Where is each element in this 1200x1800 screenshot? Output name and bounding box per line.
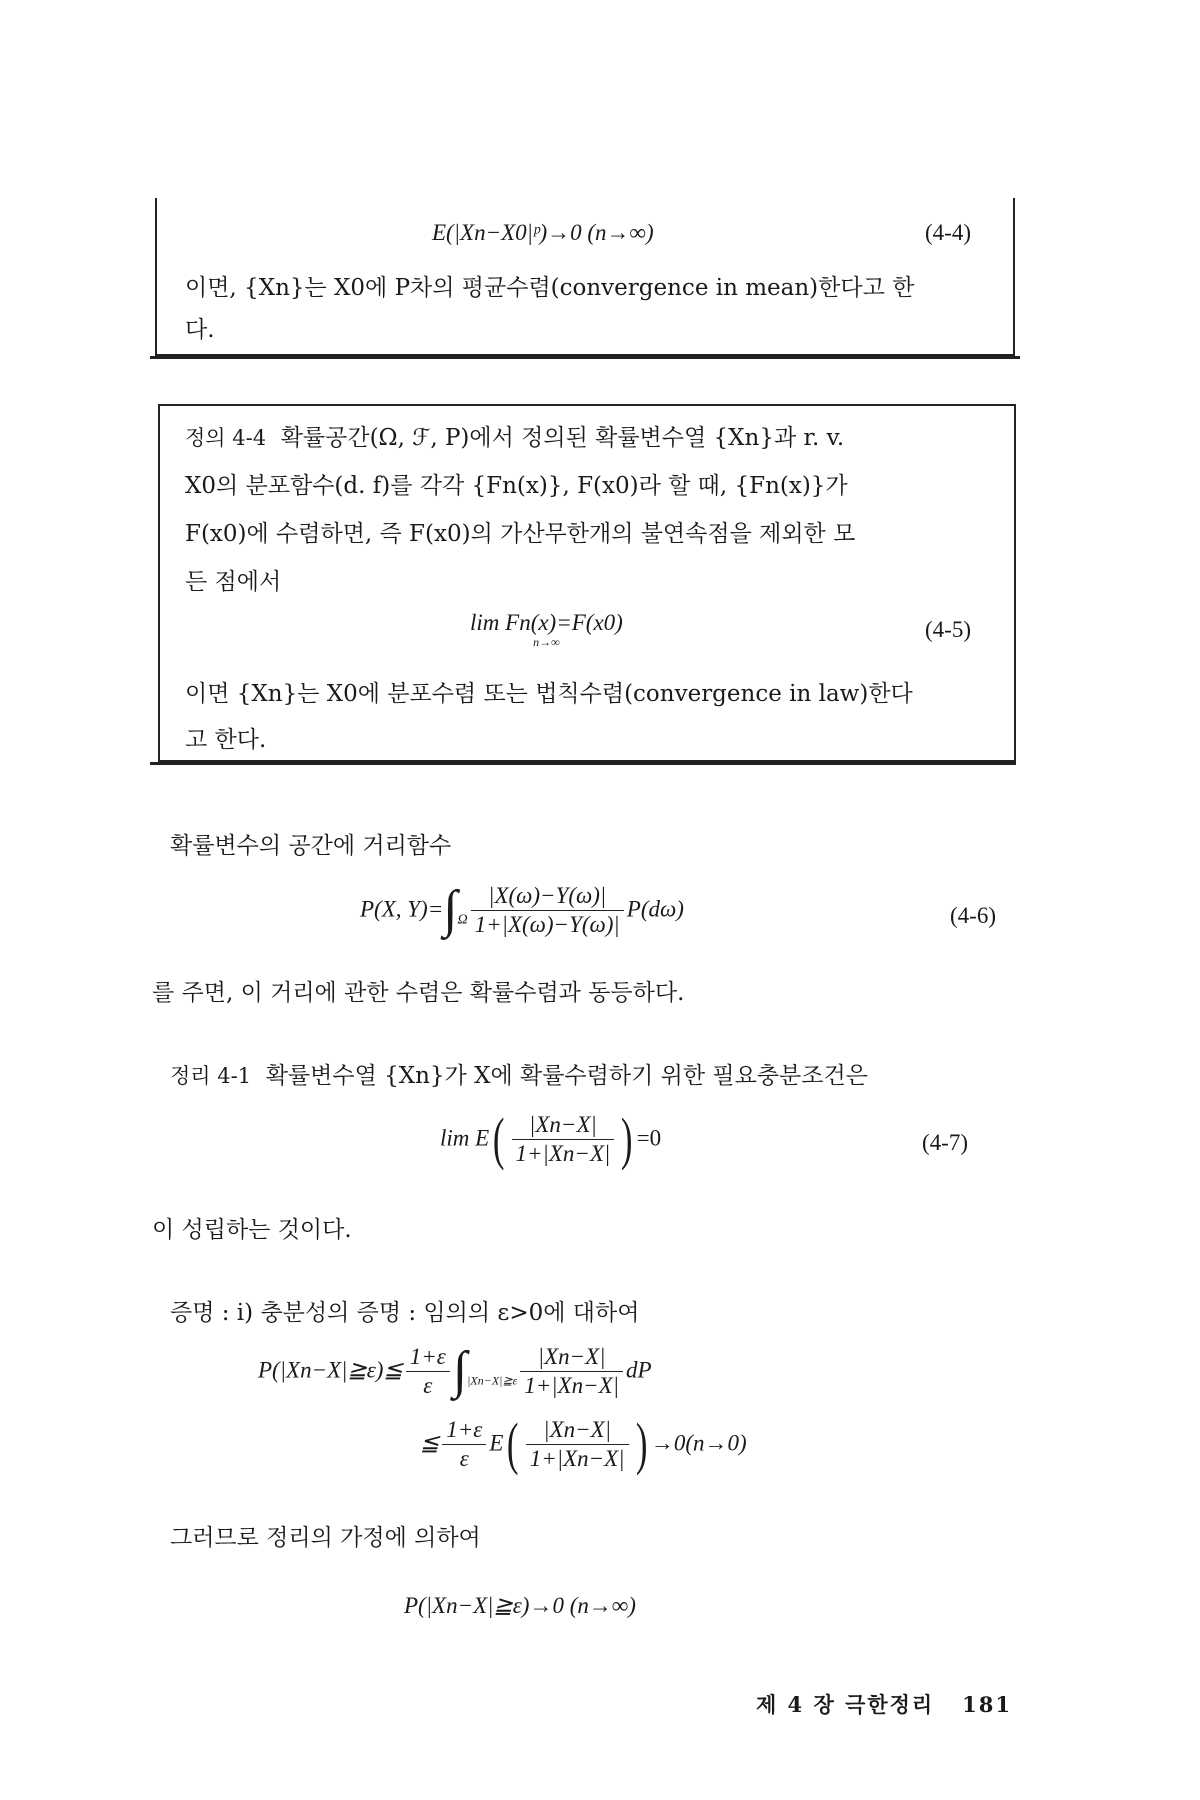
proof-start: 증명 : i) 충분성의 증명 : 임의의 ε>0에 대하여 bbox=[170, 1300, 640, 1326]
fraction bbox=[512, 1111, 615, 1167]
equation-4-4: E(|Xn−X0|ᵖ)→0 (n→∞) bbox=[432, 220, 654, 245]
theorem-label: 정리 4-1 bbox=[170, 1064, 252, 1088]
fraction bbox=[471, 882, 624, 938]
inequality-lhs: P(|Xn−X|≧ε)≦ bbox=[258, 1357, 403, 1383]
limit-subscript: n→∞ bbox=[533, 635, 560, 650]
equation-4-5 bbox=[470, 610, 623, 648]
right-paren: ) bbox=[621, 1106, 633, 1171]
box-rule bbox=[150, 356, 1020, 359]
definition-4-4-line-1 bbox=[185, 420, 844, 457]
fraction-numerator: |Xn−X| bbox=[512, 1111, 615, 1140]
integral-sign: ∫ bbox=[443, 881, 458, 939]
page-number: 181 bbox=[962, 1692, 1012, 1717]
box-rule bbox=[150, 762, 1016, 765]
equation-4-7-lhs: lim E bbox=[440, 1125, 490, 1151]
theorem-text: 확률변수열 {Xn}가 X에 확률수렴하기 위한 필요충분조건은 bbox=[265, 1063, 868, 1089]
equation-number-4-6: (4-6) bbox=[950, 903, 996, 928]
fraction-denominator: ε bbox=[423, 1372, 433, 1398]
equation-number-4-5: (4-5) bbox=[925, 617, 971, 642]
fraction bbox=[526, 1416, 629, 1472]
equation-4-6-lhs: P(X, Y)= bbox=[360, 896, 444, 922]
definition-4-4-line-5: 이면 {Xn}는 X0에 분포수렴 또는 법칙수렴(convergence in law)한다 bbox=[185, 681, 913, 707]
definition-text: 확률공간(Ω, ℱ, P)에서 정의된 확률변수열 {Xn}과 r. v. bbox=[280, 425, 845, 451]
chapter-title: 제 4 장 극한정리 bbox=[755, 1692, 935, 1717]
intro-text: 확률변수의 공간에 거리함수 bbox=[170, 833, 452, 859]
definition-4-4-line-6: 고 한다. bbox=[185, 727, 267, 753]
after-4-6-text: 를 주면, 이 거리에 관한 수렴은 확률수렴과 동등하다. bbox=[152, 980, 685, 1006]
fraction-numerator: 1+ε bbox=[406, 1343, 450, 1372]
definition-4-4-line-3: F(x0)에 수렴하면, 즉 F(x0)의 가산무한개의 불연속점을 제외한 모 bbox=[185, 521, 856, 547]
definition-4-4-line-4: 든 점에서 bbox=[185, 569, 282, 595]
fraction-denominator: ε bbox=[459, 1445, 469, 1471]
inequality-line-2 bbox=[420, 1411, 747, 1476]
page-footer bbox=[756, 1688, 1012, 1722]
left-paren: ( bbox=[493, 1106, 505, 1171]
fraction-numerator: |Xn−X| bbox=[526, 1416, 629, 1445]
fraction-numerator: 1+ε bbox=[442, 1416, 486, 1445]
fraction-denominator: 1+|Xn−X| bbox=[529, 1445, 625, 1471]
equation-4-7-rhs: =0 bbox=[636, 1125, 662, 1151]
equation-4-5-text: lim Fn(x)=F(x0) bbox=[470, 610, 623, 636]
fraction bbox=[520, 1343, 623, 1399]
fraction-numerator: |Xn−X| bbox=[520, 1343, 623, 1372]
definition-label: 정의 4-4 bbox=[185, 426, 267, 450]
fraction-numerator: |X(ω)−Y(ω)| bbox=[471, 882, 624, 911]
equation-number-4-7: (4-7) bbox=[922, 1130, 968, 1155]
coefficient-fraction bbox=[442, 1416, 486, 1472]
coefficient-fraction bbox=[406, 1343, 450, 1399]
integral-sign: ∫ bbox=[452, 1342, 468, 1400]
theorem-4-1-line bbox=[170, 1058, 868, 1095]
inequality-lhs: ≦ bbox=[420, 1430, 440, 1456]
final-equation: P(|Xn−X|≧ε)→0 (n→∞) bbox=[404, 1593, 636, 1618]
equation-4-6-tail: P(dω) bbox=[626, 896, 684, 922]
box1-text-line-1: 이면, {Xn}는 X0에 P차의 평균수렴(convergence in mean)한다고 한 bbox=[185, 275, 915, 301]
equation-number-4-4: (4-4) bbox=[925, 220, 971, 245]
limit-operator bbox=[470, 611, 623, 648]
equation-4-7 bbox=[440, 1106, 662, 1171]
expectation-operator: E bbox=[489, 1430, 504, 1456]
left-paren: ( bbox=[507, 1411, 519, 1476]
after-4-7-text: 이 성립하는 것이다. bbox=[152, 1217, 352, 1243]
equation-4-6 bbox=[360, 882, 684, 938]
therefore-text: 그러므로 정리의 가정에 의하여 bbox=[170, 1525, 481, 1551]
inequality-tail: dP bbox=[626, 1357, 652, 1383]
integral-domain: Ω bbox=[457, 912, 468, 928]
right-paren: ) bbox=[635, 1411, 648, 1476]
definition-4-4-line-2: X0의 분포함수(d. f)를 각각 {Fn(x)}, F(x0)라 할 때, {Fn(x)}가 bbox=[185, 473, 848, 499]
fraction-denominator: 1+|Xn−X| bbox=[515, 1140, 611, 1166]
box1-text-line-2: 다. bbox=[185, 317, 215, 343]
inequality-tail: →0(n→0) bbox=[650, 1430, 747, 1456]
fraction-denominator: 1+|Xn−X| bbox=[524, 1372, 620, 1398]
inequality-line-1 bbox=[258, 1343, 652, 1399]
integral-domain: |Xn−X|≧ε bbox=[467, 1373, 518, 1388]
fraction-denominator: 1+|X(ω)−Y(ω)| bbox=[474, 911, 620, 937]
